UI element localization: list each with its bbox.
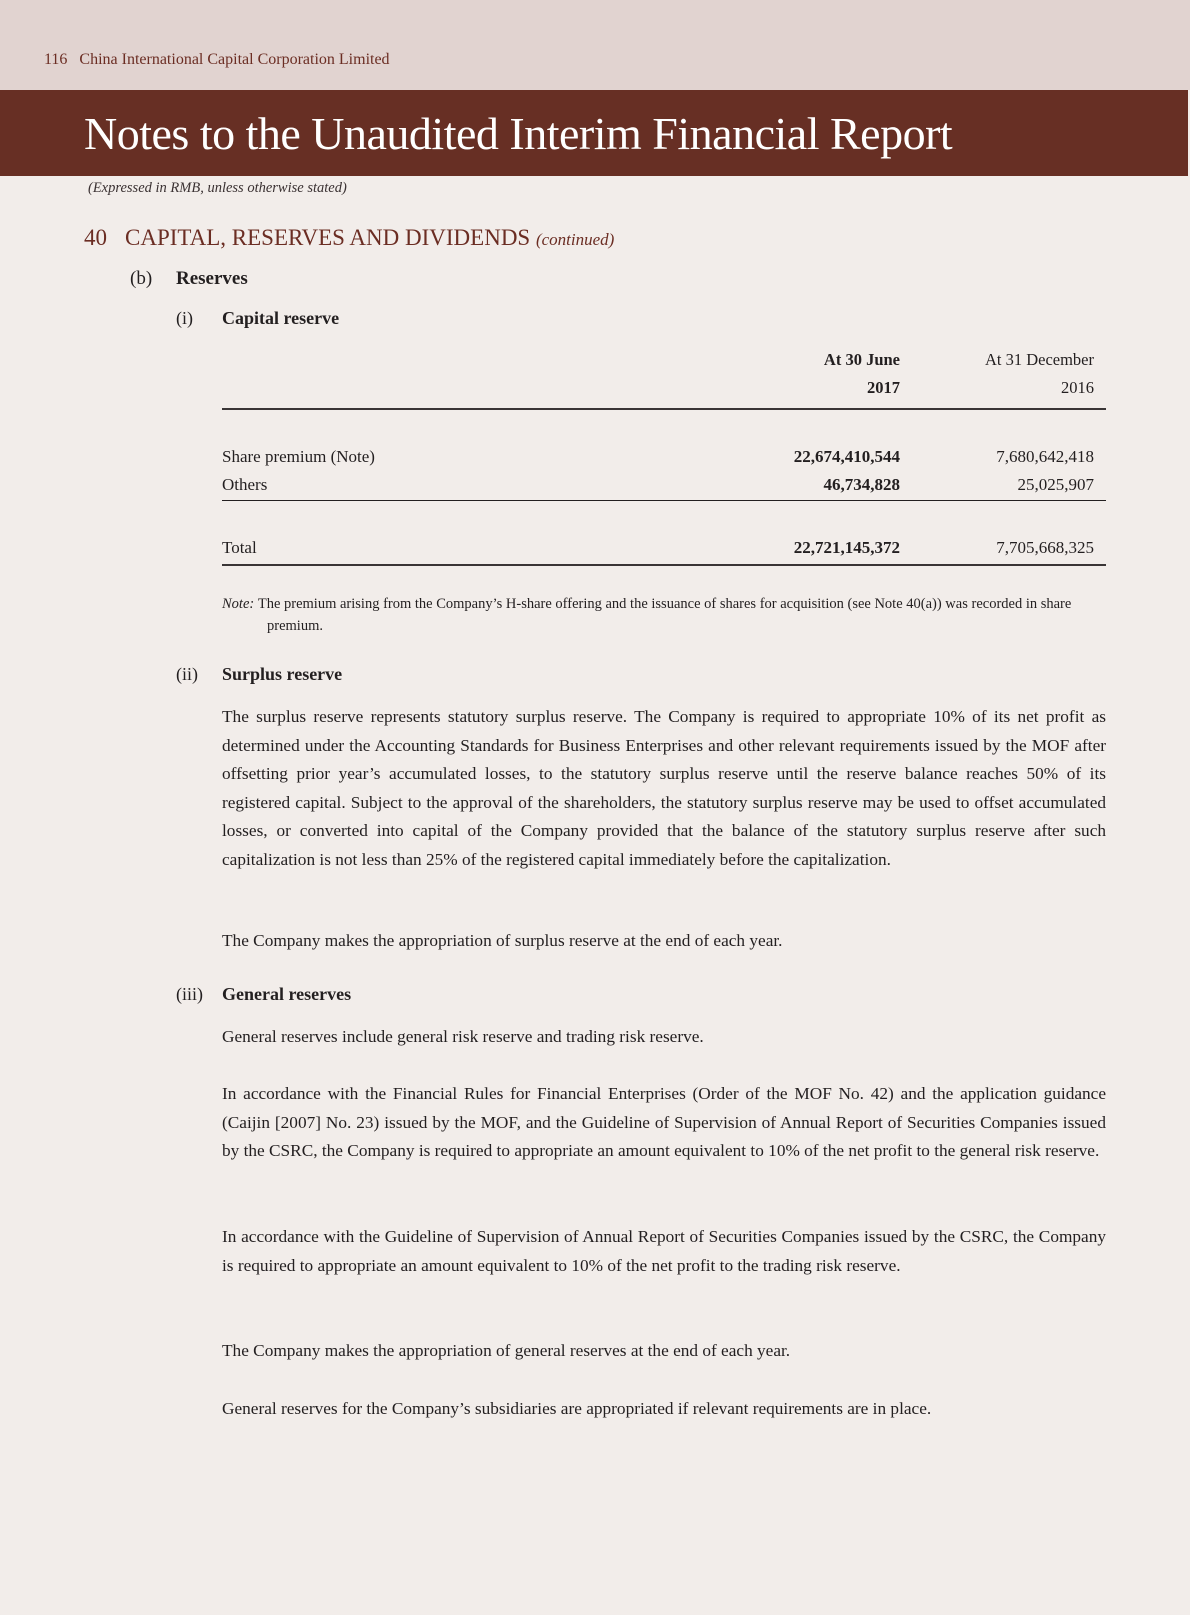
header-rule [222,408,1106,410]
capital-reserve-heading [176,308,339,329]
value-2017: 46,734,828 [823,475,900,494]
table-row [222,443,1106,471]
column-header-line2: 2017 [867,378,900,397]
page-title: Notes to the Unaudited Interim Financial Report [84,108,953,159]
note-text: The premium arising from the Company’s H-share offering and the issuance of shares for acquisition (see Note 40(a)) was recorded in share premium. [257,596,1072,634]
table-row [222,471,1106,499]
column-header-line2: 2016 [1061,378,1094,397]
item-title: Surplus reserve [222,664,343,684]
continued-label: (continued) [535,230,615,249]
item-label: (i) [176,308,193,328]
column-header-line1: At 31 December [984,350,1094,369]
subtotal-rule [222,500,1106,501]
capital-reserve-table [222,346,1106,566]
item-label: (iii) [176,984,203,1004]
row-label: Others [222,475,268,494]
column-header-2017 [740,346,900,402]
currency-note: (Expressed in RMB, unless otherwise stated) [88,180,347,196]
total-rule [222,564,1106,566]
table-header [222,346,1106,406]
row-label: Total [222,538,257,557]
paragraph: The Company makes the appropriation of surplus reserve at the end of each year. [222,931,783,950]
total-2017: 22,721,145,372 [793,538,900,557]
surplus-reserve-heading [176,664,342,685]
paragraph: General reserves for the Company’s subsidiaries are appropriated if relevant requirements are in place. [222,1399,932,1418]
section-title: CAPITAL, RESERVES AND DIVIDENDS [125,225,531,250]
item-title: General reserves [222,984,352,1004]
table-footnote [222,593,1106,637]
top-band [0,0,1190,90]
company-name: China International Capital Corporation Limited [79,51,390,68]
page-number: 116 [44,51,68,68]
paragraph: The surplus reserve represents statutory surplus reserve. The Company is required to appropriate 10% of its net profit as determined under the Accounting Standards for Business Enterprises and other relevant requirements issued by the MOF after offsetting prior year’s accumulated losses, to the statutory surplus reserve until the reserve balance reaches 50% of its registered capital. Subject to the approval of the shareholders, the statutory surplus reserve may be used to offset accumulated losses, or converted into capital of the Company provided that the balance of the statutory surplus reserve after such capitalization is not less than 25% of the registered capital immediately before the capitalization. [222,707,1106,869]
subsection-label: (b) [130,268,153,289]
item-label: (ii) [176,664,198,684]
title-band [0,90,1188,176]
total-row [222,534,1106,562]
paragraph: The Company makes the appropriation of general reserves at the end of each year. [222,1341,791,1360]
running-head [44,51,390,69]
value-2016: 25,025,907 [1017,475,1094,494]
paragraph: In accordance with the Financial Rules for Financial Enterprises (Order of the MOF No. 42) and the application guidance (Caijin [2007] No. 23) issued by the MOF, and the Guideline of Supervision of Annual Report of Securities Companies issued by the CSRC, the Company is required to appropriate an amount equivalent to 10% of the net profit to the general risk reserve. [222,1084,1106,1161]
item-title: Capital reserve [222,308,340,328]
row-label: Share premium (Note) [222,447,375,466]
section-heading [84,225,614,251]
section-number: 40 [84,225,107,250]
value-2017: 22,674,410,544 [793,447,900,466]
note-label: Note: [222,596,255,612]
subsection-reserves-heading [130,268,248,290]
value-2016: 7,680,642,418 [996,447,1094,466]
column-header-line1: At 30 June [823,350,900,369]
general-reserves-heading [176,984,351,1005]
paragraph: General reserves include general risk reserve and trading risk reserve. [222,1027,704,1046]
total-2016: 7,705,668,325 [996,538,1094,557]
paragraph: In accordance with the Guideline of Supervision of Annual Report of Securities Companies issued by the CSRC, the Company is required to appropriate an amount equivalent to 10% of the net profit to the trading risk reserve. [222,1227,1106,1275]
subsection-title: Reserves [176,268,248,289]
column-header-2016 [914,346,1094,402]
